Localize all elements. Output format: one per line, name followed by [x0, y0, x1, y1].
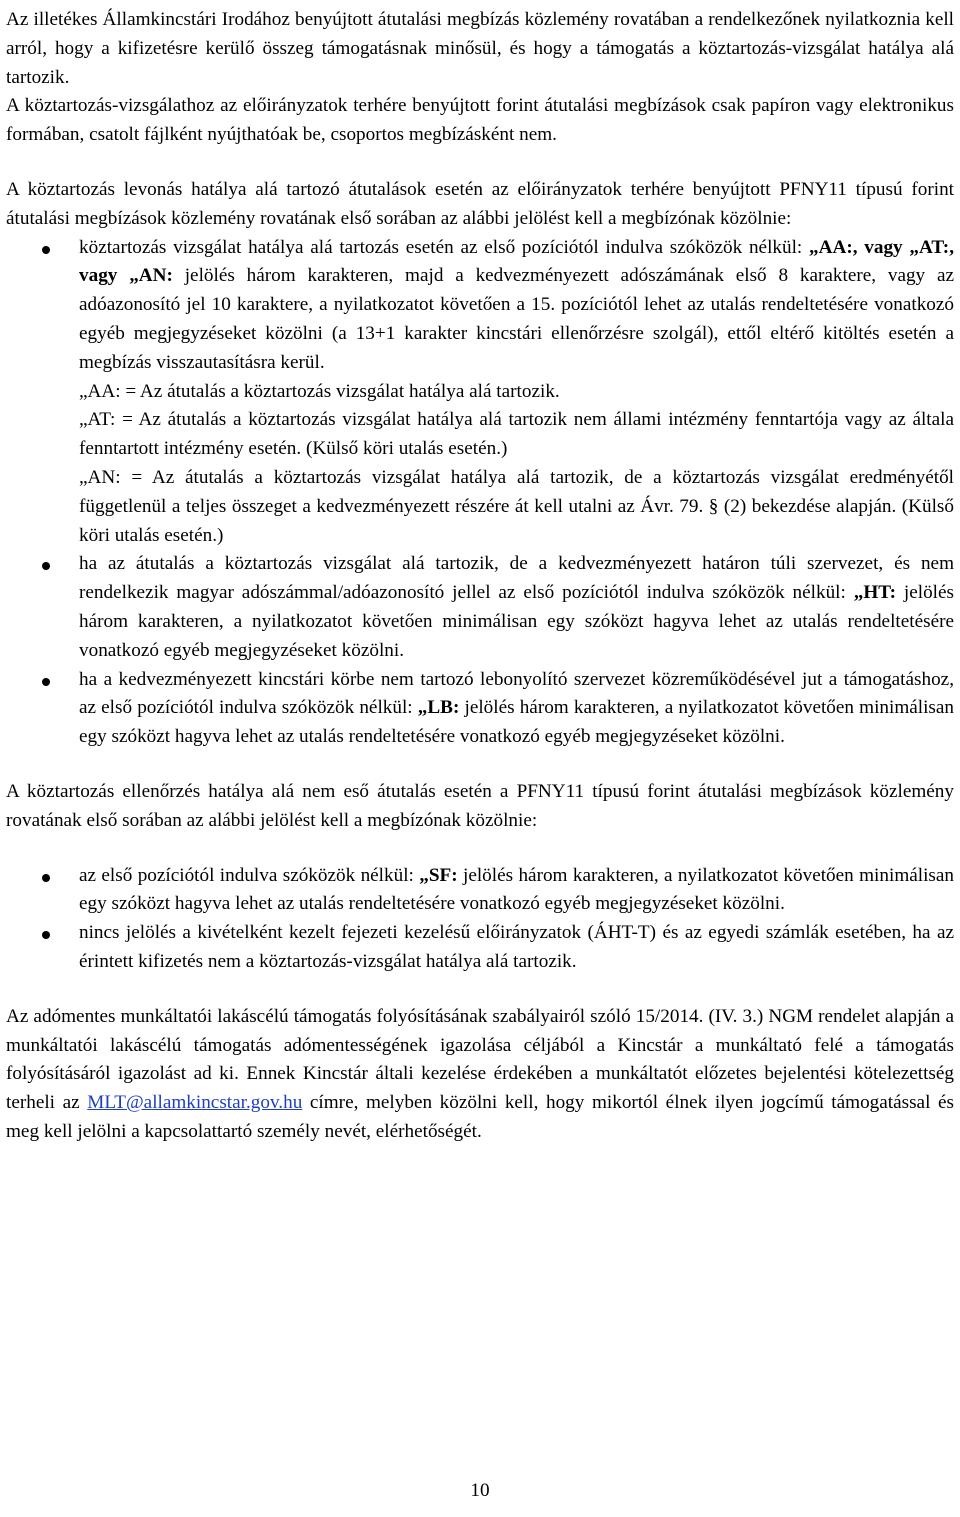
paragraph-debt-deduction-intro: A köztartozás levonás hatálya alá tartozó átutalások esetén az előirányzatok terhére benyújtott PFNY11 típusú forint átutalási megbízások közlemény rovatának első sorában az alábbi jelölést kell a megbízónak közölnie: [6, 178, 954, 229]
code-ht: „HT: [853, 582, 897, 604]
code-aa: „AA: [809, 236, 853, 258]
spacer [6, 752, 954, 778]
code-separator: , vagy [852, 236, 910, 258]
list-item-no-code [6, 919, 954, 977]
paragraph-text: címre, melyben közölni kell, hogy mikortól élnek ilyen jogcímű támogatással és meg kell jelölni a kapcsolattartó személy nevét, elérhetőségét. [6, 1092, 954, 1142]
code-separator: , vagy [79, 236, 954, 287]
spacer [6, 150, 954, 176]
bullet-icon [42, 678, 50, 686]
paragraph-housing-support [6, 1003, 954, 1147]
list-text: köztartozás vizsgálat hatálya alá tartozás esetén az első pozíciótól indulva szóközök nélkül: [79, 236, 810, 258]
paragraph-non-debt-intro: A köztartozás ellenőrzés hatálya alá nem eső átutalás esetén a PFNY11 típusú forint átutalási megbízások közlemény rovatának első sorában az alábbi jelölést kell a megbízónak közölnie: [6, 780, 954, 831]
bullet-icon [42, 874, 50, 882]
email-link[interactable]: MLT@allamkincstar.gov.hu [87, 1092, 303, 1114]
spacer [6, 836, 954, 862]
paragraph-text: Az adómentes munkáltatói lakáscélú támogatás folyósításának szabályairól szóló 15/2014. (IV. 3.) NGM rendelet alapján a munkáltatói lakáscélú támogatás adómentességének igazolása céljából a Kincstár a munkáltató felé a támogatás folyósításáról igazolást ad ki. Ennek Kincstár általi kezelése érdekében a munkáltatót előzetes bejelentési kötelezettség terheli az [6, 1005, 954, 1114]
list-item-sf-code [6, 862, 954, 920]
bullet-icon [42, 931, 50, 939]
spacer [6, 977, 954, 1003]
list-text: jelölés három karakteren, a nyilatkozatot követően minimálisan egy szóközt hagyva lehet az utalás rendeltetésére vonatkozó egyéb megjegyzéseket közölni. [79, 697, 954, 748]
list-item-ht-code [6, 550, 954, 665]
code-at: „AT: [909, 236, 950, 258]
list-item-debt-codes [6, 234, 954, 551]
debt-check-list [6, 234, 954, 752]
list-item-lb-code [6, 666, 954, 752]
list-text: ha az átutalás a köztartozás vizsgálat alá tartozik, de a kedvezményezett határon túli szervezet, és nem rendelkezik magyar adószámmal/adóazonosító jellel az első pozíciótól indulva szóközök nélkül: [79, 553, 954, 604]
paragraph-statement-requirement: Az illetékes Államkincstári Irodához benyújtott átutalási megbízás közlemény rovatában a rendelkezőnek nyilatkoznia kell arról, hogy a kifizetésre kerülő összeg támogatásnak minősül, és hogy a támogatás a köztartozás-vizsgálat hatálya alá tartozik. [6, 9, 954, 88]
bullet-icon [42, 562, 50, 570]
non-debt-list [6, 862, 954, 977]
definition-aa: „AA: = Az átutalás a köztartozás vizsgálat hatálya alá tartozik. [79, 380, 560, 402]
page-number: 10 [470, 1480, 490, 1501]
list-text: nincs jelölés a kivételként kezelt fejezeti kezelésű előirányzatok (ÁHT-T) és az egyedi számlák esetében, ha az érintett kifizetés nem a köztartozás-vizsgálat hatálya alá tartozik. [79, 922, 954, 972]
bullet-icon [42, 246, 50, 254]
code-lb: „LB: [417, 697, 460, 719]
list-text: jelölés három karakteren, a nyilatkozatot követően minimálisan egy szóközt hagyva lehet az utalás rendeltetésére vonatkozó egyéb megjegyzéseket közölni. [79, 582, 954, 661]
definition-an: „AN: = Az átutalás a köztartozás vizsgálat hatálya alá tartozik, de a köztartozás vizsgálat eredményétől függetlenül a teljes összeget a kedvezményezett részére át kell utalni az Ávr. 79. § (2) bekezdése alapján. (Külső köri utalás esetén.) [79, 466, 954, 546]
definition-at: „AT: = Az átutalás a köztartozás vizsgálat hatálya alá tartozik nem állami intézmény fenntartója vagy az általa fenntartott intézmény esetén. (Külső köri utalás esetén.) [79, 409, 954, 460]
list-text: jelölés három karakteren, majd a kedvezményezett adószámának első 8 karaktere, vagy az adóazonosító jel 10 karaktere, a nyilatkozatot követően a 15. pozíciótól lehet az utalás rendeltetésére vonatkozó egyéb megjegyzéseket közölni (a 13+1 karakter kincstári ellenőrzésre szolgál), ettől eltérő kitöltés esetén a megbízás visszautasításra kerül. [79, 265, 955, 373]
list-text: az első pozíciótól indulva szóközök nélkül: [79, 864, 420, 886]
list-text: ha a kedvezményezett kincstári körbe nem tartozó lebonyolító szervezet közreműködésével jut a támogatáshoz, az első pozíciótól indulva szóközök nélkül: [79, 668, 954, 719]
code-sf: „SF: [419, 864, 458, 886]
paragraph-submission-format: A köztartozás-vizsgálathoz az előirányzatok terhére benyújtott forint átutalási megbízások csak papíron vagy elektronikus formában, csatolt fájlként nyújthatóak be, csoportos megbízásként nem. [6, 95, 954, 146]
list-text: jelölés három karakteren, a nyilatkozatot követően minimálisan egy szóközt hagyva lehet az utalás rendeltetésére vonatkozó egyéb megjegyzéseket közölni. [79, 864, 954, 915]
code-an: „AN: [129, 265, 173, 287]
